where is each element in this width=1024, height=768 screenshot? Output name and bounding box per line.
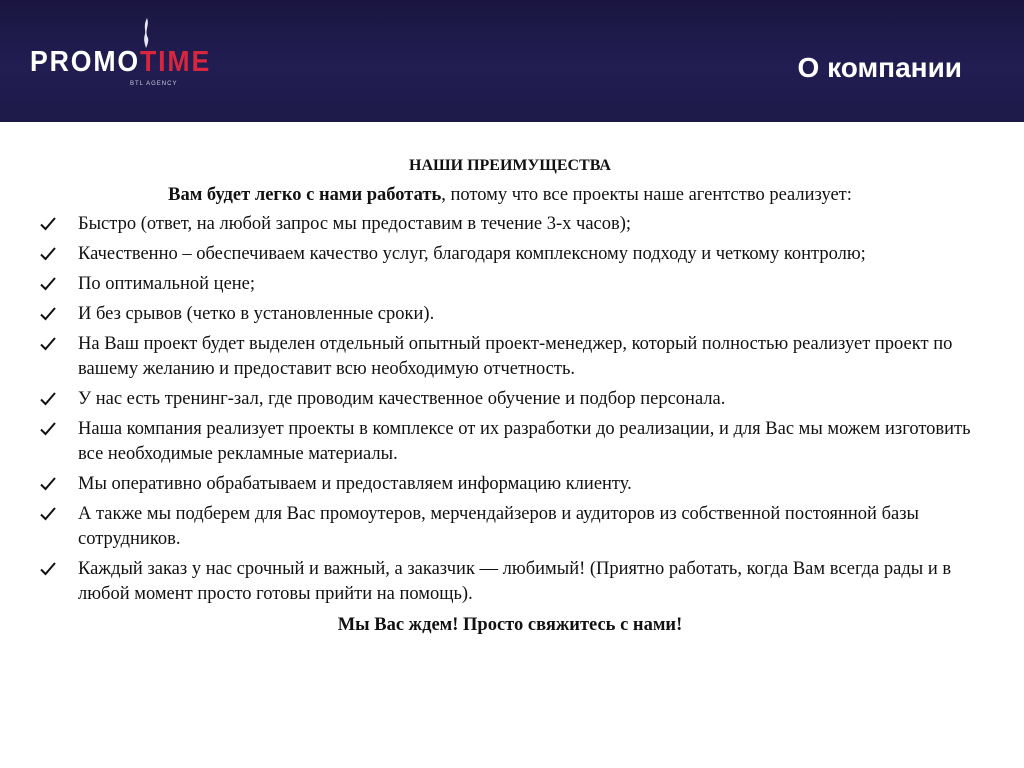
list-item-text: А также мы подберем для Вас промоутеров, мерчендайзеров и аудиторов из собственной постоянной базы сотрудников. <box>78 504 919 549</box>
list-item <box>40 302 980 327</box>
list-item <box>40 212 980 237</box>
list-item <box>40 387 980 412</box>
checkmark-icon <box>40 561 56 577</box>
list-item <box>40 272 980 297</box>
checkmark-icon <box>40 246 56 262</box>
list-item <box>40 472 980 497</box>
checkmark-icon <box>40 391 56 407</box>
list-item-text: Мы оперативно обрабатываем и предоставляем информацию клиенту. <box>78 474 632 494</box>
list-item <box>40 417 980 467</box>
checkmark-icon <box>40 306 56 322</box>
header-bar <box>0 0 1024 122</box>
list-item <box>40 557 980 607</box>
list-item-text: На Ваш проект будет выделен отдельный опытный проект-менеджер, который полностью реализует проект по вашему желанию и предоставит всю необходимую отчетность. <box>78 334 953 379</box>
checkmark-icon <box>40 506 56 522</box>
list-item-text: И без срывов (четко в установленные сроки). <box>78 304 435 324</box>
logo-tagline: BTL AGENCY <box>130 81 178 87</box>
closing-text: Мы Вас ждем! Просто свяжитесь с нами! <box>337 615 683 635</box>
section-title: НАШИ ПРЕИМУЩЕСТВА <box>409 157 611 174</box>
company-logo <box>30 18 212 98</box>
list-item <box>40 242 980 267</box>
list-item <box>40 332 980 382</box>
list-item <box>40 502 980 552</box>
flame-icon <box>141 18 153 48</box>
list-item-text: По оптимальной цене; <box>78 274 256 294</box>
checkmark-icon <box>40 216 56 232</box>
page-title: О компании <box>797 52 962 83</box>
checkmark-icon <box>40 476 56 492</box>
list-item-text: Качественно – обеспечиваем качество услуг, благодаря комплексному подходу и четкому контролю; <box>78 244 866 264</box>
checkmark-icon <box>40 421 56 437</box>
list-item-text: Наша компания реализует проекты в комплексе от их разработки до реализации, и для Вас мы можем изготовить все необходимые рекламные материалы. <box>78 419 971 464</box>
intro-text <box>40 184 980 206</box>
intro-rest: , потому что все проекты наше агентство реализует: <box>441 185 852 205</box>
main-content <box>40 156 980 637</box>
checkmark-icon <box>40 336 56 352</box>
checkmark-icon <box>40 276 56 292</box>
list-item-text: У нас есть тренинг-зал, где проводим качественное обучение и подбор персонала. <box>78 389 726 409</box>
logo-wordmark: PROMOTIME <box>30 46 212 78</box>
list-item-text: Каждый заказ у нас срочный и важный, а заказчик — любимый! (Приятно работать, когда Вам всегда рады и в любой момент просто готовы прийти на помощь). <box>78 559 952 604</box>
intro-bold: Вам будет легко с нами работать <box>168 185 442 205</box>
advantages-list <box>40 212 980 607</box>
list-item-text: Быстро (ответ, на любой запрос мы предоставим в течение 3-х часов); <box>78 214 632 234</box>
